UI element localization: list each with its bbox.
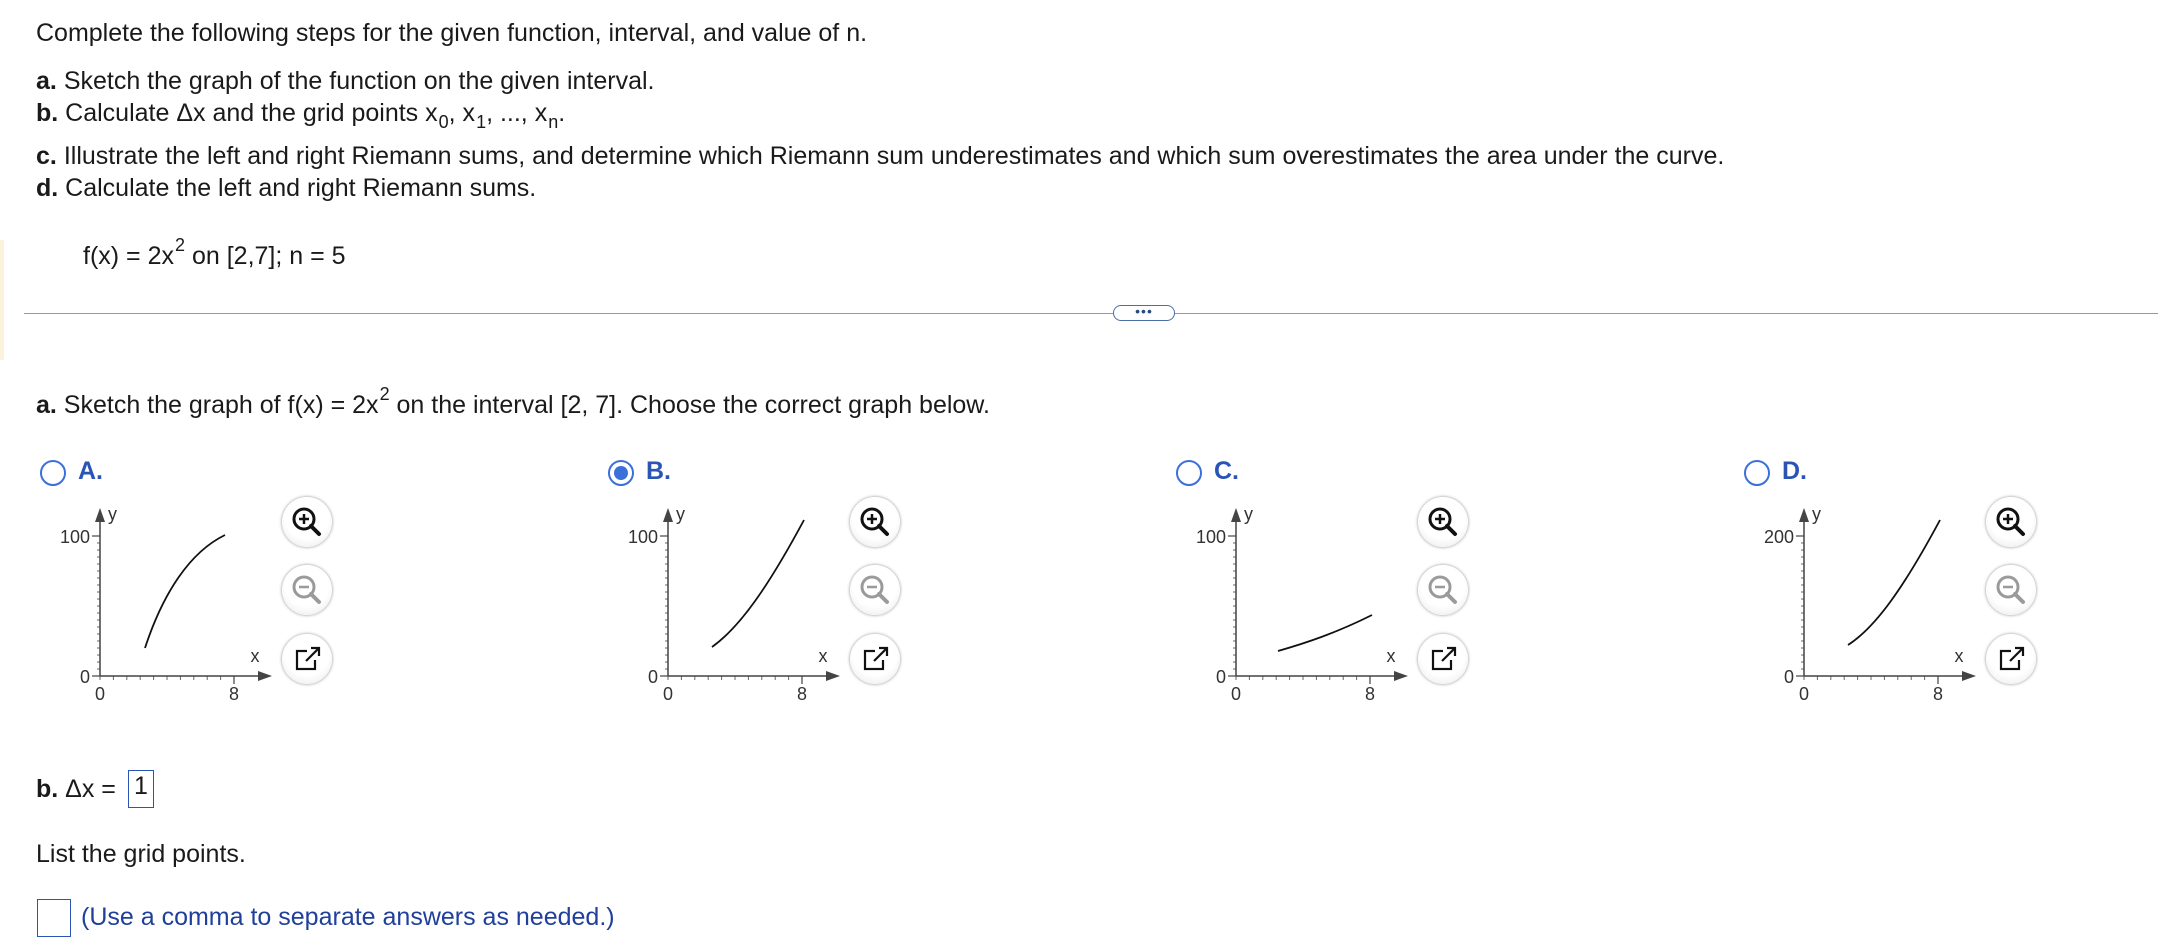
left-accent-bar [0,240,4,360]
option-d-graph [1754,500,1994,700]
y-axis-label: y [1244,504,1253,524]
y-top-label: 100 [1195,527,1226,547]
option-b-zoom-out-button[interactable] [850,565,900,615]
x-axis-label: x [250,646,260,666]
x-zero-label: 0 [662,684,674,700]
option-b-radio[interactable] [608,460,634,486]
zoom-in-icon [282,497,332,547]
function-statement: $f(x) = 2x^2$ on [2,7]; n = 5 [83,235,346,270]
zoom-in-icon [850,497,900,547]
x-zero-label: 0 [1798,684,1810,700]
x-mid-label: 8 [1932,684,1944,700]
x-axis-label: x [818,646,828,666]
expand-divider-button[interactable]: ••• [1113,305,1175,321]
y-axis-arrow [1799,508,1809,522]
function-curve [145,535,225,648]
external-link-icon [1418,634,1468,684]
zoom-out-icon [1418,565,1468,615]
delta-x-answer-box[interactable]: 1 [128,770,154,808]
function-curve [712,520,804,647]
option-c-popout-button[interactable] [1418,634,1468,684]
option-a-graph [50,500,290,700]
option-a-label[interactable]: A. [78,457,103,485]
part-a-prompt: a. Sketch the graph of $f(x) = 2x^2$ on the interval [2, 7]. Choose the correct graph below. [36,384,990,419]
option-b-graph [618,500,858,700]
step-b: b. Calculate Δx and the grid points $x_0$, $x_1$, ..., $x_n$. [36,99,566,132]
y-zero-label: 0 [79,667,90,687]
external-link-icon [850,634,900,684]
grid-points-hint: (Use a comma to separate answers as needed.) [81,903,615,931]
part-b-delta: b. Δx = [36,775,116,803]
grid-points-answer-box[interactable] [37,899,71,937]
option-a-popout-button[interactable] [282,634,332,684]
y-top-label: 200 [1763,527,1794,547]
y-top-label: 100 [59,527,90,547]
option-d-zoom-in-button[interactable] [1986,497,2036,547]
y-axis-label: y [676,504,685,524]
option-c-zoom-out-button[interactable] [1418,565,1468,615]
function-curve [1848,520,1940,645]
x-axis-arrow [1962,671,1976,681]
option-a-zoom-in-button[interactable] [282,497,332,547]
option-c-zoom-in-button[interactable] [1418,497,1468,547]
zoom-out-icon [850,565,900,615]
option-a-radio[interactable] [40,460,66,486]
function-curve [1278,615,1372,651]
step-d: d. Calculate the left and right Riemann sums. [36,174,537,202]
y-zero-label: 0 [647,667,658,687]
option-d-radio[interactable] [1744,460,1770,486]
y-top-label: 100 [627,527,658,547]
grid-points-prompt: List the grid points. [36,840,246,868]
option-b-popout-button[interactable] [850,634,900,684]
x-axis-arrow [826,671,840,681]
y-axis-arrow [95,508,105,522]
option-c-label[interactable]: C. [1214,457,1239,485]
y-zero-label: 0 [1215,667,1226,687]
question-intro: Complete the following steps for the given function, interval, and value of n. [36,19,868,47]
x-axis-arrow [258,671,272,681]
option-d-label[interactable]: D. [1782,457,1807,485]
y-axis-label: y [108,504,117,524]
y-axis-label: y [1812,504,1821,524]
step-a: a. Sketch the graph of the function on the given interval. [36,67,655,95]
y-axis-arrow [1231,508,1241,522]
option-c-graph [1186,500,1426,700]
section-divider [24,313,2158,314]
x-axis-label: x [1954,646,1964,666]
x-zero-label: 0 [1230,684,1242,700]
external-link-icon [1986,634,2036,684]
zoom-in-icon [1986,497,2036,547]
option-a-zoom-out-button[interactable] [282,565,332,615]
step-c: c. Illustrate the left and right Riemann sums, and determine which Riemann sum underestimates and which sum overestimates the area under the curve. [36,142,1725,170]
y-axis-arrow [663,508,673,522]
option-b-label[interactable]: B. [646,457,671,485]
zoom-out-icon [282,565,332,615]
x-zero-label: 0 [94,684,106,700]
x-axis-label: x [1386,646,1396,666]
y-zero-label: 0 [1783,667,1794,687]
option-c-radio[interactable] [1176,460,1202,486]
external-link-icon [282,634,332,684]
option-b-zoom-in-button[interactable] [850,497,900,547]
option-d-zoom-out-button[interactable] [1986,565,2036,615]
x-mid-label: 8 [1364,684,1376,700]
option-d-popout-button[interactable] [1986,634,2036,684]
x-mid-label: 8 [228,684,240,700]
x-axis-arrow [1394,671,1408,681]
x-mid-label: 8 [796,684,808,700]
zoom-out-icon [1986,565,2036,615]
zoom-in-icon [1418,497,1468,547]
